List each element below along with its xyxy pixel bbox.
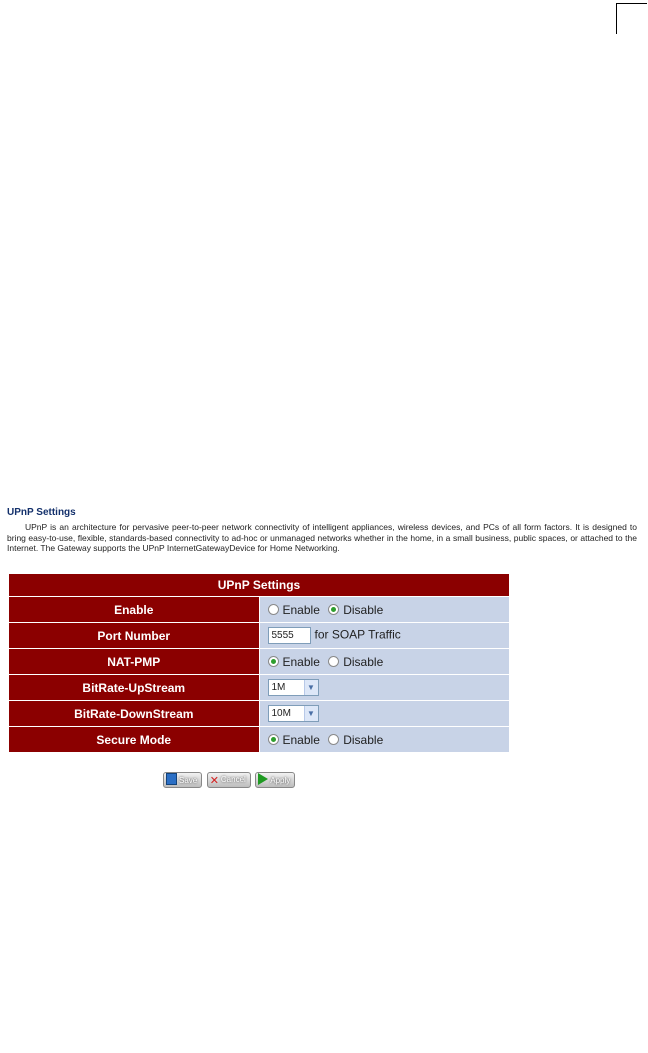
downstream-select-value: 10M: [271, 708, 291, 719]
enable-radio-disable[interactable]: [328, 604, 339, 615]
table-row: [9, 675, 510, 701]
enable-radio-group: [259, 597, 510, 623]
radio-label: Disable: [343, 732, 384, 747]
radio-label: Enable: [282, 654, 320, 669]
button-bar: [163, 772, 295, 790]
intro-paragraph: UPnP is an architecture for pervasive peer-to-peer network connectivity of intelligent appliances, wireless devices, and PCs of all form factors. It is designed to bring easy-to-use, flexible, standards-based connectivity to ad-hoc or unmanaged networks whether in the home, in a small business, public spaces, or attached to the Internet. The Gateway supports the UPnP InternetGatewayDevice for Home Networking.: [7, 522, 637, 553]
cancel-label: Cancel: [220, 775, 246, 784]
floppy-disk-icon: [166, 773, 177, 785]
port-suffix: for SOAP Traffic: [314, 627, 401, 642]
save-button[interactable]: [163, 772, 202, 788]
table-row: [9, 597, 510, 623]
table-row: [9, 727, 510, 753]
row-label-upstream: BitRate-UpStream: [9, 675, 260, 701]
apply-label: Apply: [270, 776, 291, 785]
page-corner-mark: [616, 3, 647, 34]
chevron-down-icon: ▼: [304, 680, 318, 695]
radio-label: Enable: [282, 602, 320, 617]
upnp-settings-table: [8, 573, 510, 753]
downstream-cell: [259, 701, 510, 727]
secure-radio-enable[interactable]: [268, 734, 279, 745]
row-label-secure: Secure Mode: [9, 727, 260, 753]
row-label-enable: Enable: [9, 597, 260, 623]
upstream-select[interactable]: [268, 679, 319, 696]
radio-label: Disable: [343, 602, 384, 617]
intro-text: [7, 522, 637, 554]
radio-label: Enable: [282, 732, 320, 747]
table-row: [9, 623, 510, 649]
green-arrow-icon: [258, 773, 268, 785]
port-number-input[interactable]: 5555: [268, 627, 311, 644]
section-title: UPnP Settings: [7, 507, 76, 518]
downstream-select[interactable]: [268, 705, 319, 722]
save-label: Save: [179, 776, 198, 785]
upstream-select-value: 1M: [271, 682, 286, 693]
secure-radio-group: [259, 727, 510, 753]
row-label-natpmp: NAT-PMP: [9, 649, 260, 675]
enable-radio-enable[interactable]: [268, 604, 279, 615]
natpmp-radio-disable[interactable]: [328, 656, 339, 667]
table-row: [9, 649, 510, 675]
red-x-icon: ✕: [209, 775, 219, 787]
table-header: UPnP Settings: [9, 574, 510, 597]
natpmp-radio-group: [259, 649, 510, 675]
row-label-port: Port Number: [9, 623, 260, 649]
apply-button[interactable]: [255, 772, 295, 788]
radio-label: Disable: [343, 654, 384, 669]
chevron-down-icon: ▼: [304, 706, 318, 721]
table-row: [9, 701, 510, 727]
natpmp-radio-enable[interactable]: [268, 656, 279, 667]
upstream-cell: [259, 675, 510, 701]
secure-radio-disable[interactable]: [328, 734, 339, 745]
cancel-button[interactable]: [207, 772, 251, 788]
port-cell: [259, 623, 510, 649]
row-label-downstream: BitRate-DownStream: [9, 701, 260, 727]
